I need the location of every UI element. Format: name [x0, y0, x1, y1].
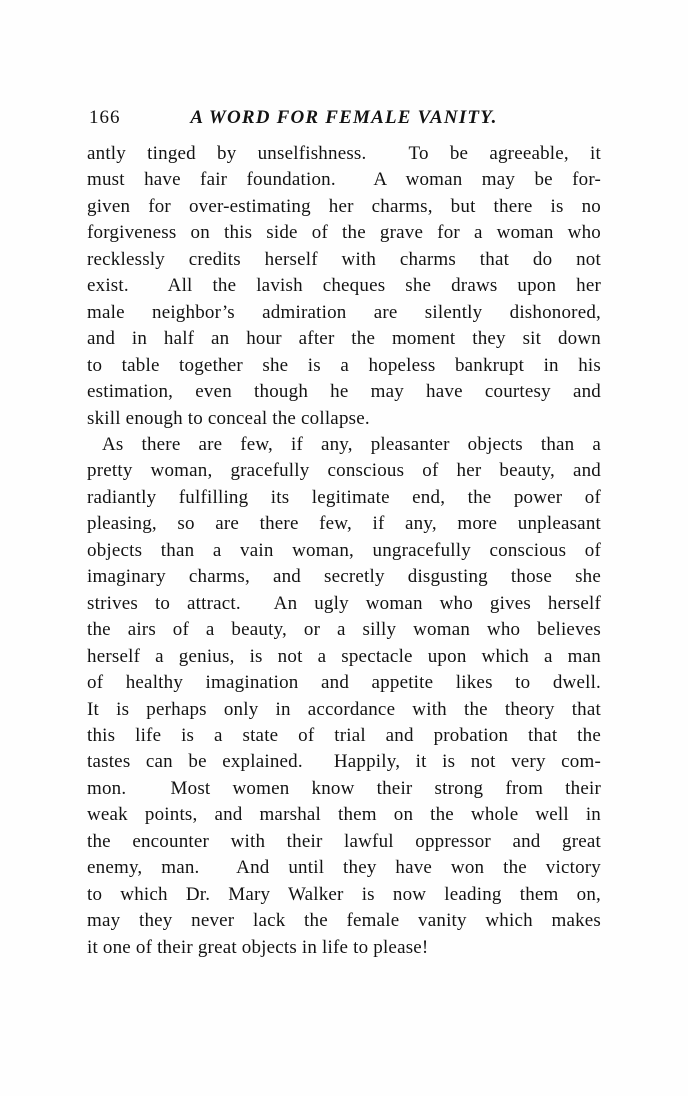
text-line: As there are few, if any, pleasanter objects than a — [102, 433, 601, 455]
text-line: radiantly fulfilling its legitimate end, the power of — [87, 486, 601, 508]
paragraph-1 — [87, 141, 601, 432]
text-line: herself a genius, is not a spectacle upon which a man — [87, 645, 601, 667]
text-line: this life is a state of trial and probation that the — [87, 724, 601, 746]
text-line: the airs of a beauty, or a silly woman who believes — [87, 619, 601, 641]
text-line: given for over-estimating her charms, but there is no — [87, 195, 601, 217]
text-line: antly tinged by unselfishness. To be agreeable, it — [87, 143, 601, 164]
text-line: may they never lack the female vanity which makes — [87, 910, 601, 932]
text-line: to which Dr. Mary Walker is now leading them on, — [87, 883, 601, 905]
text-line: must have fair foundation. A woman may be for- — [87, 169, 601, 191]
body-text — [87, 141, 601, 961]
text-line: objects than a vain woman, ungracefully conscious of — [87, 539, 601, 561]
text-line: pleasing, so are there few, if any, more unpleasant — [87, 513, 601, 535]
running-header — [87, 106, 601, 130]
text-line: It is perhaps only in accordance with the theory that — [87, 698, 601, 720]
text-line: skill enough to conceal the collapse. — [87, 407, 370, 429]
page-content — [87, 106, 601, 961]
text-line: it one of their great objects in life to please! — [87, 936, 429, 958]
text-line: the encounter with their lawful oppressor and great — [87, 830, 601, 852]
text-line: imaginary charms, and secretly disgusting those she — [87, 566, 601, 588]
text-line: forgiveness on this side of the grave for a woman who — [87, 222, 601, 244]
text-line: and in half an hour after the moment they sit down — [87, 328, 601, 350]
text-line: recklessly credits herself with charms that do not — [87, 248, 601, 270]
text-line: strives to attract. An ugly woman who gives herself — [87, 592, 601, 614]
page-title: A WORD FOR FEMALE VANITY. — [190, 107, 498, 128]
text-line: of healthy imagination and appetite likes to dwell. — [87, 672, 601, 694]
text-line: exist. All the lavish cheques she draws upon her — [87, 275, 601, 297]
text-line: estimation, even though he may have courtesy and — [87, 381, 601, 403]
text-line: enemy, man. And until they have won the victory — [87, 857, 601, 879]
paragraph-2 — [87, 432, 601, 961]
text-line: weak points, and marshal them on the whole well in — [87, 804, 601, 826]
page-number: 166 — [89, 107, 121, 128]
text-line: male neighbor’s admiration are silently dishonored, — [87, 301, 601, 323]
text-line: to table together she is a hopeless bankrupt in his — [87, 354, 601, 376]
text-line: pretty woman, gracefully conscious of her beauty, and — [87, 460, 601, 482]
text-line: mon. Most women know their strong from their — [87, 777, 601, 799]
text-line: tastes can be explained. Happily, it is not very com- — [87, 751, 601, 773]
